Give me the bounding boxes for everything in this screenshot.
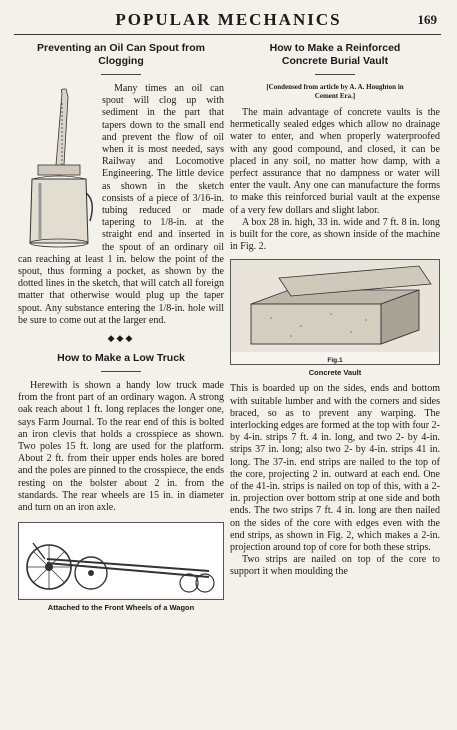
vault-para-3: This is boarded up on the sides, ends and bottom with suitable lumber and with the corners and sides braced, so as to prevent any warping. The interlocking edges are formed at the top with four 2- by 4-in. strips 7 ft. 4 in. long, and two 2- by 4-in. strips 37 in. long; also two 2- by 4-in. strips 41 in. long. The 37-in. end strips are nailed to the top of the core, projecting 2 in. outward at each end. One of the 41-in. strips is nailed on top of this, with a 2-in. projection over bottom strip at one side and both ends. The two strips 7 ft. 4 in. long are then nailed on the sides of the core with edges even with the end strips, as shown in Fig. 2, which makes a 2-in. projection around top of core for both these strips. — [230, 383, 440, 554]
wagon-caption: Attached to the Front Wheels of a Wagon — [47, 603, 195, 613]
oil-can-drawing — [18, 83, 96, 253]
vault-drawing — [231, 260, 439, 352]
oil-can-illustration — [18, 83, 96, 253]
title-rule — [101, 74, 141, 75]
vault-title — [230, 42, 440, 68]
vault-title-line2: Concrete Burial Vault — [281, 55, 389, 67]
wagon-illustration — [18, 522, 224, 600]
vault-title-line1: How to Make a Reinforced — [269, 42, 401, 54]
oil-can-body: Many times an oil can spout will clog up with sediment in the part that tapers down to the small end and prevent the flow of oil when it is most needed, says Railway and Locomotive Engineering. The little device as shown in the sketch consists of a piece of 3/16-in. tubing reduced or made tapering to 1/8-in. at the straight end and inserted in the spout of an ordinary oil can reaching at least 1 in. below the point of the spout, thus forming a pocket, as shown by the dotted lines in the sketch, that will catch all foreign matter that otherwise would plug up the taper spout. Any substance entering the 1/8-in. hole will be sure to come out at the larger end. — [18, 83, 224, 326]
left-column — [18, 42, 224, 612]
title-rule — [315, 74, 355, 75]
source-credit — [230, 83, 440, 101]
wagon-drawing — [19, 523, 223, 597]
vault-para-2: A box 28 in. high, 33 in. wide and 7 ft. 8 in. long is built for the core, as shown inside of the machine in Fig. 2. — [230, 216, 440, 253]
vault-caption: Concrete Vault — [308, 368, 362, 378]
credit-line2: Cement Era.] — [314, 92, 356, 100]
vault-para-1: The main advantage of concrete vaults is the hermetically sealed edges which allow no drainage water to enter, and when properly waterproofed with any good compound, and closed, it can be placed in any soil, no matter how damp, with a perfect assurance that no dampness or water will enter the vault. Any one can manufacture the forms to make this reinforced burial vault at the expense of a very few dollars and slight labor. — [230, 107, 440, 216]
credit-line1: [Condensed from article by A. A. Houghton in — [266, 83, 404, 91]
figure-label: Fig.1 — [327, 357, 343, 365]
low-truck-body: Herewith is shown a handy low truck made from the front part of an ordinary wagon. A strong oak reach about 1 ft. long replaces the longer one, says Farm Journal. To the rear end of this is bolted an iron clevis that holds a crosspiece as shown. Two poles 15 ft. long are used for the platform. About 2 ft. from their upper ends holes are bored and the poles are pinned to the crosspiece, the ends resting on the bolster about 2 in. from the standards. The rear wheels are 15 in. in diameter and turn on an iron axle. — [18, 380, 224, 514]
running-header: POPULAR MECHANICS — [115, 10, 342, 29]
title-rule — [101, 371, 141, 372]
low-truck-title: How to Make a Low Truck — [57, 352, 185, 365]
oil-can-title-line2: Clogging — [98, 55, 144, 67]
oil-can-title — [18, 42, 224, 68]
right-column — [230, 42, 440, 579]
oil-can-title-line1: Preventing an Oil Can Spout from — [36, 42, 205, 54]
vault-para-4: Two strips are nailed on top of the core to support it when moulding the — [230, 554, 440, 578]
header-rule — [14, 34, 441, 35]
section-ornament: ◆◆◆ — [107, 333, 135, 344]
page-number: 169 — [417, 12, 437, 27]
vault-illustration — [230, 259, 440, 365]
